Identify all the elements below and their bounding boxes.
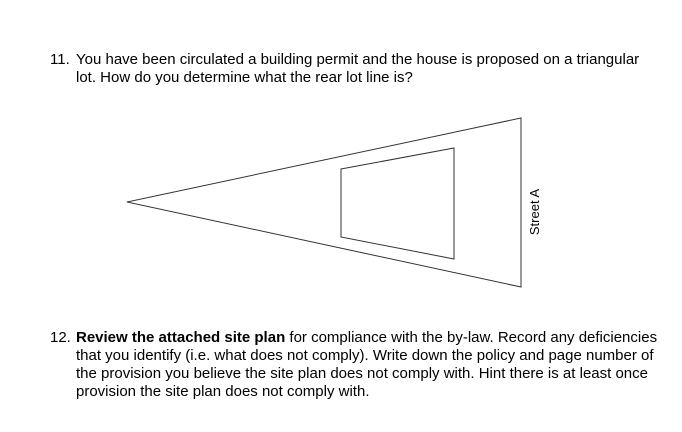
question-number: 12.	[50, 329, 71, 346]
triangular-lot-boundary	[127, 118, 521, 287]
question-bold-lead: Review the attached site plan	[76, 329, 286, 346]
question-12	[50, 329, 660, 401]
question-text: You have been circulated a building permit and the house is proposed on a triangular lot. How do you determine what the rear lot line is?	[76, 51, 640, 86]
question-number: 11.	[50, 51, 70, 68]
question-rest-text: for compliance with the by-law. Record any deficiencies that you identify (i.e. what does not comply). Write down the policy and page number of the provision you believe the site plan does not comply with. Hint there is at least once provision the site plan does not comply with.	[76, 329, 658, 400]
question-text	[76, 329, 660, 401]
proposed-house-footprint	[341, 148, 454, 259]
street-label: Street A	[527, 188, 542, 236]
